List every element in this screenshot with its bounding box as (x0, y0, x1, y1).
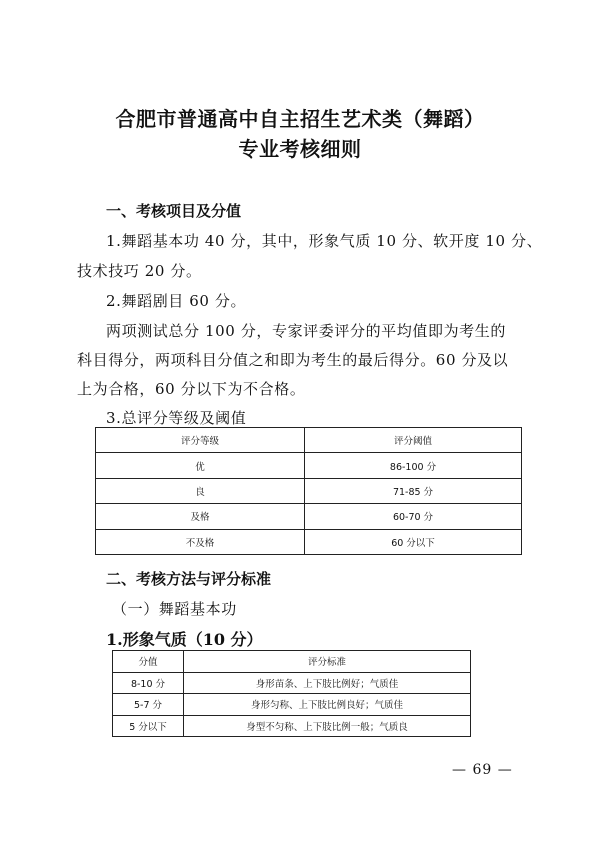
table-header-row (113, 651, 471, 673)
table-cell: 良 (96, 478, 305, 503)
table-cell: 60-70 分 (305, 504, 522, 529)
table-cell: 86-100 分 (305, 453, 522, 478)
table-header-cell: 评分阈值 (305, 428, 522, 453)
table-cell: 5-7 分 (113, 694, 184, 716)
section2-heading: 二、考核方法与评分标准 (106, 570, 272, 588)
table-row (96, 529, 522, 554)
table-cell: 优 (96, 453, 305, 478)
paragraph-3-line1: 两项测试总分 100 分，专家评委评分的平均值即为考生的 (106, 322, 506, 340)
table-row (113, 672, 471, 694)
page-number: — 69 — (452, 762, 513, 778)
table-cell: 60 分以下 (305, 529, 522, 554)
table-cell: 身形苗条、上下肢比例好；气质佳 (184, 672, 471, 694)
table-row (96, 453, 522, 478)
document-title-line2: 专业考核细则 (238, 137, 362, 161)
table-header-cell: 分值 (113, 651, 184, 673)
document-title-line1: 合肥市普通高中自主招生艺术类（舞蹈） (115, 107, 485, 131)
table-cell: 5 分以下 (113, 715, 184, 737)
table-row (96, 504, 522, 529)
table-cell: 不及格 (96, 529, 305, 554)
item-heading: 1.形象气质（10 分） (106, 630, 263, 649)
table-header-cell: 评分标准 (184, 651, 471, 673)
table-header-cell: 评分等级 (96, 428, 305, 453)
section1-heading: 一、考核项目及分值 (106, 202, 242, 220)
table-header-row (96, 428, 522, 453)
grade-threshold-table (95, 427, 522, 555)
table-cell: 及格 (96, 504, 305, 529)
paragraph-2: 2.舞蹈剧目 60 分。 (106, 292, 247, 310)
paragraph-4: 3.总评分等级及阈值 (106, 409, 247, 427)
table-row (113, 694, 471, 716)
table-cell: 71-85 分 (305, 478, 522, 503)
table-cell: 8-10 分 (113, 672, 184, 694)
table-row (113, 715, 471, 737)
paragraph-1-line1: 1.舞蹈基本功 40 分，其中，形象气质 10 分、软开度 10 分、 (106, 232, 543, 250)
subsection-heading: （一）舞蹈基本功 (112, 600, 237, 618)
appearance-score-table (112, 650, 471, 737)
table-row (96, 478, 522, 503)
table-cell: 身形匀称、上下肢比例良好；气质佳 (184, 694, 471, 716)
table-cell: 身型不匀称、上下肢比例一般；气质良 (184, 715, 471, 737)
paragraph-1-line2: 技术技巧 20 分。 (77, 262, 202, 280)
paragraph-3-line3: 上为合格，60 分以下为不合格。 (77, 380, 306, 398)
paragraph-3-line2: 科目得分，两项科目分值之和即为考生的最后得分。60 分及以 (77, 351, 509, 369)
